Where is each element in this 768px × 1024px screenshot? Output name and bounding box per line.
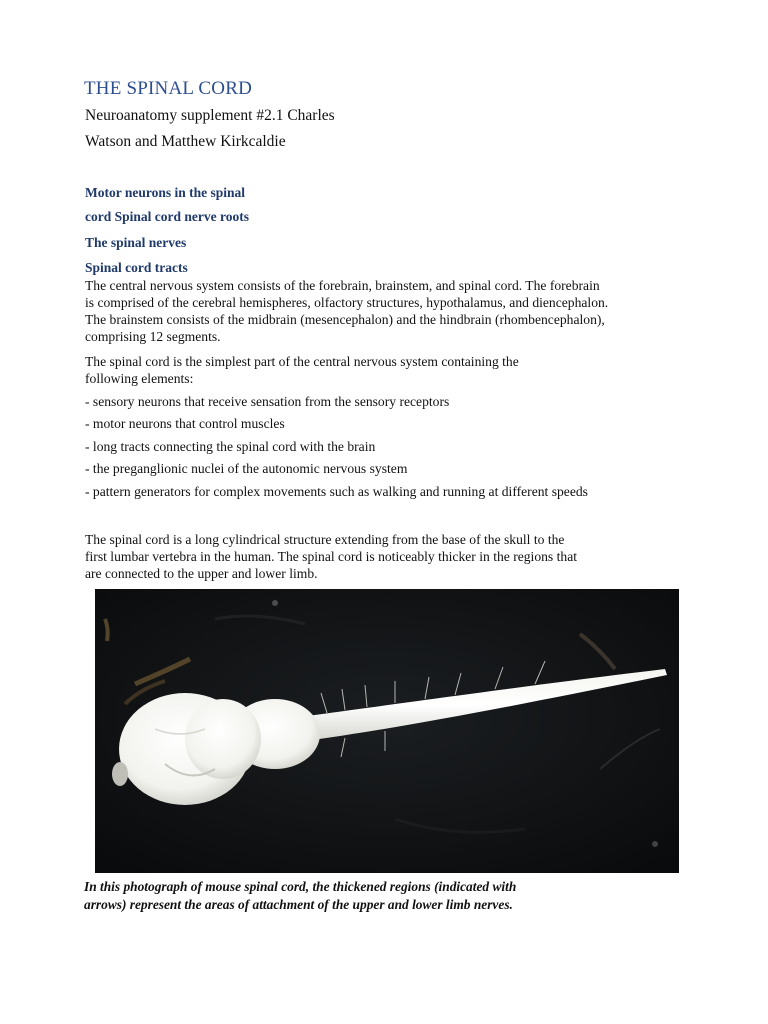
toc-line-3: The spinal nerves bbox=[85, 235, 187, 250]
toc-line-1: Motor neurons in the spinal bbox=[85, 185, 246, 200]
caption-line: arrows) represent the areas of attachment of the upper and lower limb nerves. bbox=[84, 897, 513, 912]
paragraph-line: following elements: bbox=[85, 371, 194, 386]
toc-line-2: cord Spinal cord nerve roots bbox=[85, 209, 249, 224]
document-subtitle-line-1: Neuroanatomy supplement #2.1 Charles bbox=[85, 107, 335, 124]
list-item: - pattern generators for complex movements such as walking and running at different speeds bbox=[85, 484, 588, 499]
document-subtitle-line-2: Watson and Matthew Kirkcaldie bbox=[85, 133, 286, 150]
paragraph-line: The central nervous system consists of the forebrain, brainstem, and spinal cord. The forebrain bbox=[85, 278, 600, 293]
paragraph-line: The spinal cord is the simplest part of the central nervous system containing the bbox=[85, 354, 519, 369]
list-item: - the preganglionic nuclei of the autonomic nervous system bbox=[85, 461, 408, 476]
paragraph-spinal-cord-elements bbox=[85, 353, 685, 387]
list-item: - motor neurons that control muscles bbox=[85, 416, 285, 431]
paragraph-spinal-cord-structure bbox=[85, 531, 685, 582]
paragraph-line: The spinal cord is a long cylindrical structure extending from the base of the skull to the bbox=[85, 532, 565, 547]
paragraph-line: is comprised of the cerebral hemispheres, olfactory structures, hypothalamus, and diencephalon. bbox=[85, 295, 609, 310]
spinal-cord-illustration bbox=[95, 589, 679, 873]
list-item: - long tracts connecting the spinal cord with the brain bbox=[85, 439, 376, 454]
photo-caption bbox=[84, 878, 516, 914]
mouse-spinal-cord-photograph bbox=[95, 589, 679, 873]
paragraph-line: The brainstem consists of the midbrain (mesencephalon) and the hindbrain (rhombencephalon), bbox=[85, 312, 605, 327]
paragraph-cns-overview bbox=[85, 277, 685, 345]
paragraph-line: first lumbar vertebra in the human. The spinal cord is noticeably thicker in the regions that bbox=[85, 549, 578, 564]
list-item: - sensory neurons that receive sensation from the sensory receptors bbox=[85, 394, 450, 409]
document-title: THE SPINAL CORD bbox=[84, 78, 253, 99]
caption-line: In this photograph of mouse spinal cord, the thickened regions (indicated with bbox=[84, 879, 517, 894]
toc-line-4: Spinal cord tracts bbox=[85, 260, 188, 275]
paragraph-line: are connected to the upper and lower limb. bbox=[85, 566, 318, 581]
paragraph-line: comprising 12 segments. bbox=[85, 329, 221, 344]
